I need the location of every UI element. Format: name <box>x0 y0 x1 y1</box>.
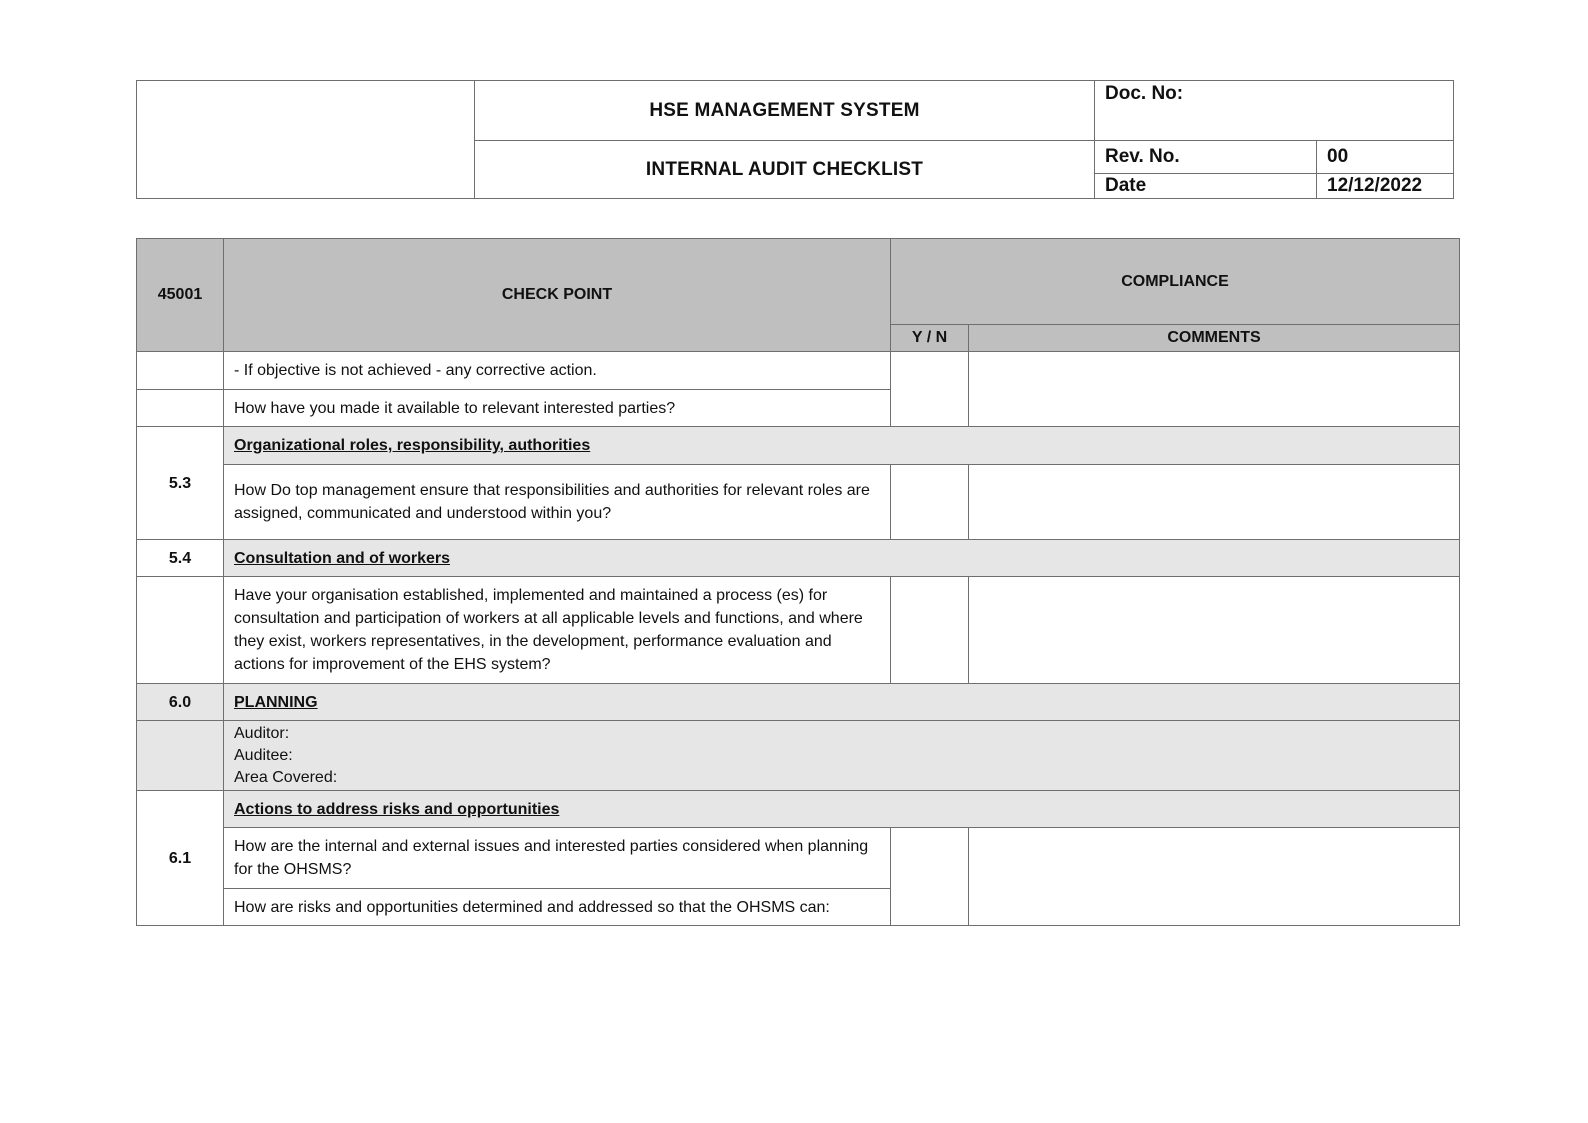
logo-area <box>137 81 475 199</box>
doc-title: INTERNAL AUDIT CHECKLIST <box>475 141 1095 199</box>
auditor-label: Auditor: <box>234 724 290 742</box>
document-header <box>136 80 1454 199</box>
rev-no-value: 00 <box>1317 141 1454 174</box>
clause-cell <box>137 390 224 427</box>
table-row <box>137 577 1460 684</box>
comments-cell[interactable] <box>969 828 1460 926</box>
yn-cell[interactable] <box>891 352 969 427</box>
audit-info-cell <box>224 721 1460 791</box>
table-row <box>137 465 1460 540</box>
area-covered-label: Area Covered: <box>234 768 338 786</box>
checkpoint-text: - If objective is not achieved - any corrective action. <box>224 352 891 390</box>
table-row <box>137 352 1460 390</box>
checkpoint-text: How have you made it available to relevant interested parties? <box>224 390 891 427</box>
section-title: Consultation and of workers <box>224 540 1460 577</box>
section-title: Actions to address risks and opportunities <box>224 791 1460 828</box>
yn-cell[interactable] <box>891 465 969 540</box>
doc-no-cell <box>1095 81 1454 141</box>
auditee-label: Auditee: <box>234 746 293 764</box>
yn-column-header: Y / N <box>891 325 969 352</box>
comments-cell[interactable] <box>969 465 1460 540</box>
section-row <box>137 791 1460 828</box>
clause-column-header: 45001 <box>137 239 224 352</box>
section-row <box>137 540 1460 577</box>
rev-no-label: Rev. No. <box>1095 141 1317 174</box>
yn-cell[interactable] <box>891 577 969 684</box>
system-title: HSE MANAGEMENT SYSTEM <box>475 81 1095 141</box>
section-title: PLANNING <box>224 684 1460 721</box>
clause-number: 6.1 <box>137 791 224 926</box>
clause-cell <box>137 721 224 791</box>
date-label: Date <box>1095 174 1317 199</box>
comments-cell[interactable] <box>969 577 1460 684</box>
date-value: 12/12/2022 <box>1317 174 1454 199</box>
section-title: Organizational roles, responsibility, authorities <box>224 427 1460 465</box>
yn-cell[interactable] <box>891 828 969 926</box>
checkpoint-text: How are the internal and external issues and interested parties considered when planning for the OHSMS? <box>224 828 891 889</box>
audit-checklist-table <box>136 238 1460 926</box>
clause-cell <box>137 577 224 684</box>
checkpoint-column-header: CHECK POINT <box>224 239 891 352</box>
checkpoint-text: How are risks and opportunities determined and addressed so that the OHSMS can: <box>224 889 891 926</box>
clause-number: 6.0 <box>137 684 224 721</box>
comments-cell[interactable] <box>969 352 1460 427</box>
clause-cell <box>137 352 224 390</box>
comments-column-header: COMMENTS <box>969 325 1460 352</box>
checkpoint-text: How Do top management ensure that responsibilities and authorities for relevant roles are assigned, communicated and understood within you? <box>224 465 891 540</box>
table-row <box>137 828 1460 889</box>
clause-number: 5.4 <box>137 540 224 577</box>
section-row <box>137 684 1460 721</box>
compliance-column-header: COMPLIANCE <box>891 239 1460 325</box>
checkpoint-text: Have your organisation established, implemented and maintained a process (es) for consultation and participation of workers at all applicable levels and functions, and where they exist, workers representatives, in the development, performance evaluation and actions for improvement of the EHS system? <box>224 577 891 684</box>
doc-no-label: Doc. No: <box>1105 83 1184 104</box>
audit-info-row <box>137 721 1460 791</box>
clause-number: 5.3 <box>137 427 224 540</box>
section-row <box>137 427 1460 465</box>
